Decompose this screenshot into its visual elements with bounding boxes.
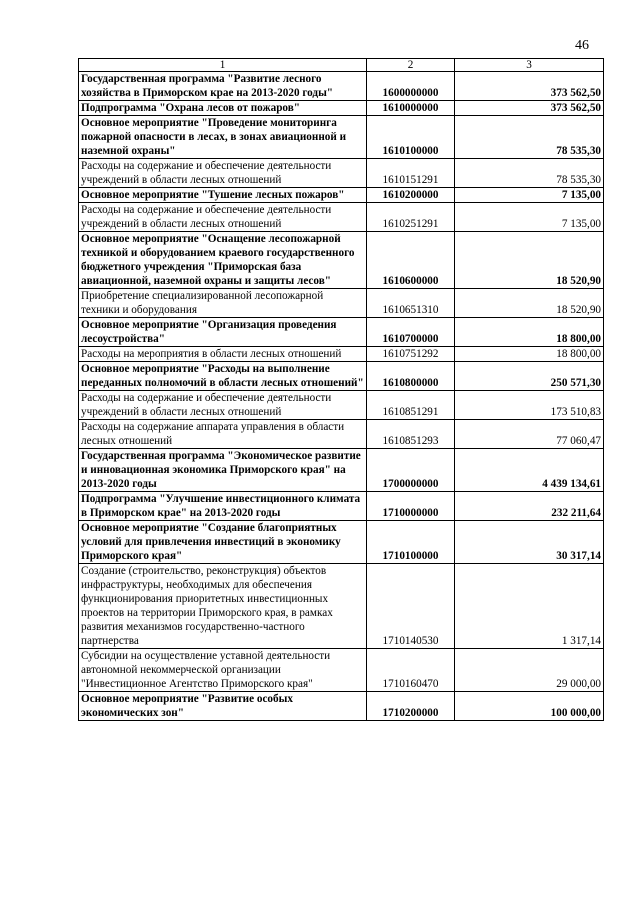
row-amount-cell: 18 800,00: [455, 318, 604, 347]
table-row: [79, 492, 604, 521]
row-amount-cell: 18 800,00: [455, 347, 604, 362]
table-row: [79, 188, 604, 203]
row-name-cell: Государственная программа "Развитие лесного хозяйства в Приморском крае на 2013-2020 годы": [79, 72, 367, 101]
row-amount-cell: 77 060,47: [455, 420, 604, 449]
row-name-cell: Государственная программа "Экономическое развитие и инновационная экономика Приморского края" на 2013-2020 годы: [79, 449, 367, 492]
table-header-row: [79, 59, 604, 72]
row-name-cell: Расходы на содержание и обеспечение деятельности учреждений в области лесных отношений: [79, 159, 367, 188]
table-row: [79, 649, 604, 692]
row-code-cell: 1610751292: [367, 347, 455, 362]
row-name-cell: Субсидии на осуществление уставной деятельности автономной некоммерческой организации "Инвестиционное Агентство Приморского края": [79, 649, 367, 692]
row-name-cell: Подпрограмма "Охрана лесов от пожаров": [79, 101, 367, 116]
row-code-cell: 1610700000: [367, 318, 455, 347]
table-row: [79, 521, 604, 564]
row-code-cell: 1610851293: [367, 420, 455, 449]
row-amount-cell: 29 000,00: [455, 649, 604, 692]
row-amount-cell: 373 562,50: [455, 101, 604, 116]
row-amount-cell: 100 000,00: [455, 692, 604, 721]
row-code-cell: 1710160470: [367, 649, 455, 692]
table-row: [79, 318, 604, 347]
table-row: [79, 72, 604, 101]
row-name-cell: Основное мероприятие "Создание благоприятных условий для привлечения инвестиций в экономику Приморского края": [79, 521, 367, 564]
row-name-cell: Основное мероприятие "Организация проведения лесоустройства": [79, 318, 367, 347]
row-name-cell: Расходы на содержание и обеспечение деятельности учреждений в области лесных отношений: [79, 203, 367, 232]
budget-table: [78, 58, 604, 721]
table-row: [79, 289, 604, 318]
row-name-cell: Основное мероприятие "Тушение лесных пожаров": [79, 188, 367, 203]
row-amount-cell: 232 211,64: [455, 492, 604, 521]
table-row: [79, 232, 604, 289]
row-amount-cell: 78 535,30: [455, 116, 604, 159]
table-row: [79, 203, 604, 232]
row-amount-cell: 18 520,90: [455, 289, 604, 318]
table-row: [79, 116, 604, 159]
row-code-cell: 1610000000: [367, 101, 455, 116]
table-row: [79, 362, 604, 391]
row-code-cell: 1610100000: [367, 116, 455, 159]
row-amount-cell: 18 520,90: [455, 232, 604, 289]
row-name-cell: Основное мероприятие "Развитие особых экономических зон": [79, 692, 367, 721]
row-code-cell: 1710140530: [367, 564, 455, 649]
row-amount-cell: 7 135,00: [455, 203, 604, 232]
row-name-cell: Создание (строительство, реконструкция) объектов инфраструктуры, необходимых для обеспечения функционирования приоритетных инвестиционных проектов на территории Приморского края, в рамках развития механизмов государственно-частного партнерства: [79, 564, 367, 649]
row-code-cell: 1600000000: [367, 72, 455, 101]
row-name-cell: Основное мероприятие "Оснащение лесопожарной техникой и оборудованием краевого государственного бюджетного учреждения "Приморская база авиационной, наземной охраны и защиты лесов": [79, 232, 367, 289]
column-header-2: 2: [367, 59, 455, 72]
row-code-cell: 1610151291: [367, 159, 455, 188]
table-row: [79, 391, 604, 420]
column-header-3: 3: [455, 59, 604, 72]
row-code-cell: 1610600000: [367, 232, 455, 289]
row-name-cell: Расходы на содержание аппарата управления в области лесных отношений: [79, 420, 367, 449]
row-amount-cell: 7 135,00: [455, 188, 604, 203]
table-row: [79, 159, 604, 188]
row-code-cell: 1610251291: [367, 203, 455, 232]
column-header-1: 1: [79, 59, 367, 72]
row-name-cell: Расходы на содержание и обеспечение деятельности учреждений в области лесных отношений: [79, 391, 367, 420]
row-name-cell: Расходы на мероприятия в области лесных отношений: [79, 347, 367, 362]
row-amount-cell: 78 535,30: [455, 159, 604, 188]
row-code-cell: 1610800000: [367, 362, 455, 391]
table-row: [79, 101, 604, 116]
table-body: [79, 72, 604, 721]
table-row: [79, 420, 604, 449]
row-code-cell: 1710000000: [367, 492, 455, 521]
row-code-cell: 1610200000: [367, 188, 455, 203]
row-code-cell: 1610851291: [367, 391, 455, 420]
row-amount-cell: 250 571,30: [455, 362, 604, 391]
row-amount-cell: 173 510,83: [455, 391, 604, 420]
row-amount-cell: 4 439 134,61: [455, 449, 604, 492]
row-code-cell: 1610651310: [367, 289, 455, 318]
row-code-cell: 1710200000: [367, 692, 455, 721]
table-row: [79, 692, 604, 721]
row-code-cell: 1710100000: [367, 521, 455, 564]
row-amount-cell: 30 317,14: [455, 521, 604, 564]
table-row: [79, 347, 604, 362]
row-amount-cell: 373 562,50: [455, 72, 604, 101]
row-name-cell: Подпрограмма "Улучшение инвестиционного климата в Приморском крае" на 2013-2020 годы: [79, 492, 367, 521]
page-number: 46: [575, 38, 589, 53]
row-name-cell: Приобретение специализированной лесопожарной техники и оборудования: [79, 289, 367, 318]
table-row: [79, 564, 604, 649]
row-amount-cell: 1 317,14: [455, 564, 604, 649]
row-code-cell: 1700000000: [367, 449, 455, 492]
row-name-cell: Основное мероприятие "Расходы на выполнение переданных полномочий в области лесных отношений": [79, 362, 367, 391]
row-name-cell: Основное мероприятие "Проведение мониторинга пожарной опасности в лесах, в зонах авиационной и наземной охраны": [79, 116, 367, 159]
table-row: [79, 449, 604, 492]
